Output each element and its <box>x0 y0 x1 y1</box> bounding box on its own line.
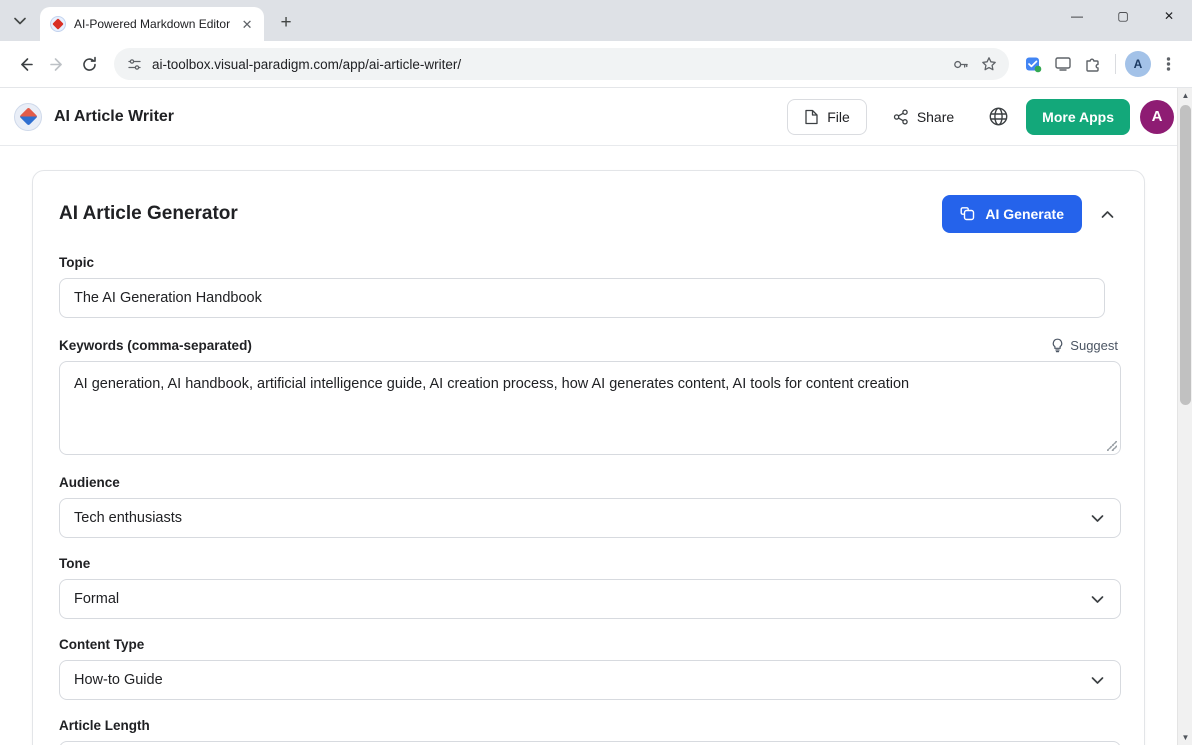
page-viewport <box>0 88 1192 745</box>
more-apps-button[interactable]: More Apps <box>1026 99 1130 135</box>
user-avatar[interactable]: A <box>1140 100 1174 134</box>
profile-initial: A <box>1125 51 1151 77</box>
suggest-label: Suggest <box>1070 338 1118 353</box>
ai-generate-label: AI Generate <box>985 206 1064 222</box>
media-cast-icon[interactable] <box>1049 50 1077 78</box>
toolbar-divider <box>1115 54 1116 74</box>
visual-paradigm-logo-icon <box>14 103 42 131</box>
keywords-label-row <box>59 338 1118 353</box>
topic-value: The AI Generation Handbook <box>74 290 262 306</box>
chevron-down-icon <box>1089 510 1106 527</box>
card-header-actions <box>942 195 1118 233</box>
extensions-puzzle-icon[interactable] <box>1079 50 1107 78</box>
suggest-keywords-button[interactable] <box>1051 338 1118 353</box>
reload-icon[interactable] <box>74 49 104 79</box>
tab-title: AI-Powered Markdown Editor <box>74 17 231 31</box>
tab-close-icon[interactable]: ✕ <box>241 16 253 32</box>
topic-label: Topic <box>59 255 94 270</box>
sparkle-ai-icon <box>960 206 976 222</box>
scrollbar-down-arrow[interactable]: ▼ <box>1181 733 1190 742</box>
url-text: ai-toolbox.visual-paradigm.com/app/ai-article-writer/ <box>152 56 462 72</box>
content-type-select[interactable] <box>59 660 1121 700</box>
back-icon[interactable] <box>10 49 40 79</box>
file-icon <box>804 109 819 125</box>
share-label: Share <box>916 108 955 125</box>
profile-avatar[interactable] <box>1124 50 1152 78</box>
app-header-actions <box>787 99 1174 135</box>
keywords-label: Keywords (comma-separated) <box>59 338 252 353</box>
audience-value: Tech enthusiasts <box>74 510 183 526</box>
lightbulb-icon <box>1051 338 1064 353</box>
browser-toolbar <box>0 41 1192 88</box>
browser-tab[interactable] <box>40 7 264 41</box>
article-length-select[interactable] <box>59 741 1121 745</box>
omnibox-actions <box>953 56 997 72</box>
window-maximize-button[interactable]: ▢ <box>1117 9 1129 23</box>
scrollbar-thumb[interactable] <box>1180 105 1191 405</box>
scrollbar-up-arrow[interactable]: ▲ <box>1181 91 1190 100</box>
globe-icon[interactable] <box>980 99 1016 135</box>
card-header <box>59 195 1118 233</box>
audience-label: Audience <box>59 475 120 490</box>
forward-icon[interactable] <box>42 49 72 79</box>
extension-badge-icon[interactable] <box>1019 50 1047 78</box>
new-tab-button[interactable]: + <box>280 12 292 33</box>
tab-search-icon[interactable] <box>6 7 34 35</box>
address-bar[interactable] <box>114 48 1009 80</box>
window-close-button[interactable]: ✕ <box>1163 9 1175 23</box>
ai-article-generator-card <box>32 170 1145 745</box>
star-icon[interactable] <box>981 56 997 72</box>
kebab-menu-icon[interactable] <box>1154 50 1182 78</box>
tone-select[interactable] <box>59 579 1121 619</box>
keywords-textarea[interactable] <box>59 361 1121 455</box>
article-length-label: Article Length <box>59 718 150 733</box>
audience-select[interactable] <box>59 498 1121 538</box>
site-settings-icon[interactable] <box>126 56 142 72</box>
keywords-value: AI generation, AI handbook, artificial intelligence guide, AI creation process, how AI generates content, AI tools for content creation <box>74 376 910 392</box>
page-content <box>0 146 1177 745</box>
page-title: AI Article Generator <box>59 203 238 224</box>
ai-generate-button[interactable] <box>942 195 1082 233</box>
topic-input[interactable] <box>59 278 1105 318</box>
file-button[interactable] <box>787 99 867 135</box>
chevron-up-icon[interactable] <box>1096 203 1118 225</box>
share-button[interactable] <box>877 99 970 135</box>
chevron-down-icon <box>1089 591 1106 608</box>
page-scrollbar[interactable] <box>1177 88 1192 745</box>
tone-label: Tone <box>59 556 91 571</box>
app-header <box>0 88 1192 146</box>
app-title: AI Article Writer <box>54 107 175 125</box>
file-label: File <box>827 108 850 125</box>
tab-strip <box>0 0 1192 41</box>
content-type-label: Content Type <box>59 637 145 652</box>
window-controls <box>1054 0 1192 41</box>
password-key-icon[interactable] <box>953 56 969 72</box>
share-icon <box>893 109 909 125</box>
window-minimize-button[interactable]: — <box>1071 9 1083 23</box>
tab-favicon-icon <box>50 16 66 32</box>
tone-value: Formal <box>74 591 120 607</box>
textarea-resize-handle[interactable] <box>1107 441 1117 451</box>
chevron-down-icon <box>1089 672 1106 689</box>
content-type-value: How-to Guide <box>74 672 163 688</box>
